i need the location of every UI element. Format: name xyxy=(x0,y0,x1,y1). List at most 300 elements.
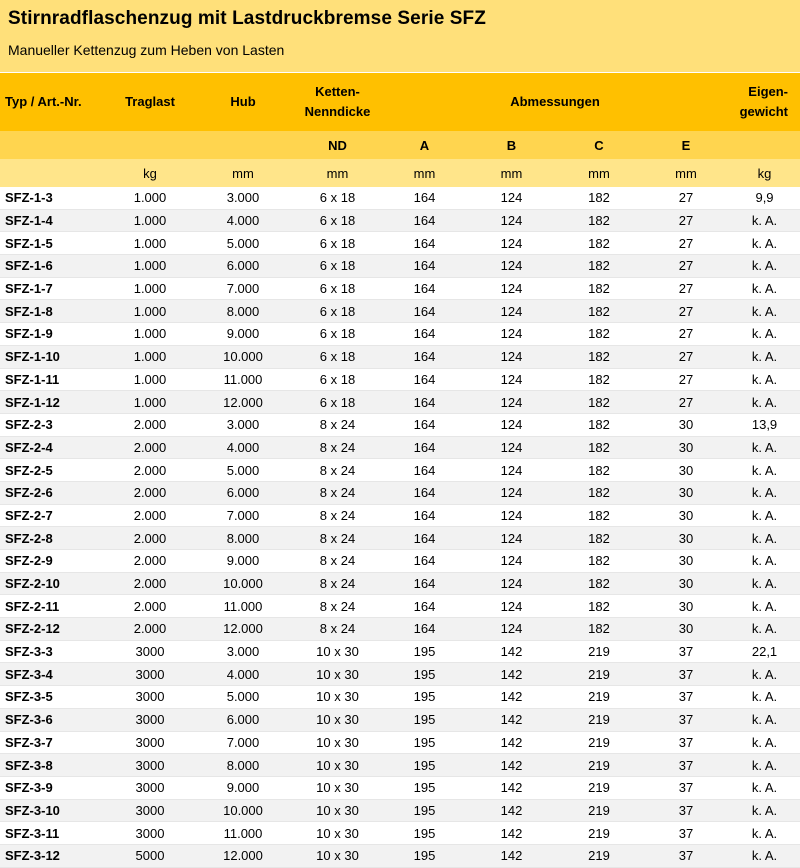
cell-load: 2.000 xyxy=(108,618,192,641)
cell-e: 37 xyxy=(643,822,729,845)
cell-e: 37 xyxy=(643,663,729,686)
cell-load: 1.000 xyxy=(108,187,192,209)
cell-c: 219 xyxy=(555,708,643,731)
cell-b: 142 xyxy=(468,844,555,867)
cell-a: 195 xyxy=(381,663,468,686)
cell-load: 3000 xyxy=(108,663,192,686)
table-row xyxy=(0,686,800,709)
cell-e: 30 xyxy=(643,618,729,641)
cell-c: 182 xyxy=(555,345,643,368)
cell-load: 3000 xyxy=(108,686,192,709)
cell-a: 164 xyxy=(381,481,468,504)
cell-e: 27 xyxy=(643,323,729,346)
cell-e: 27 xyxy=(643,232,729,255)
cell-e: 37 xyxy=(643,754,729,777)
cell-chain: 8 x 24 xyxy=(294,618,381,641)
cell-type: SFZ-3-6 xyxy=(0,708,108,731)
cell-type: SFZ-2-6 xyxy=(0,481,108,504)
cell-type: SFZ-1-8 xyxy=(0,300,108,323)
cell-chain: 10 x 30 xyxy=(294,822,381,845)
table-row xyxy=(0,754,800,777)
cell-chain: 10 x 30 xyxy=(294,663,381,686)
cell-b: 124 xyxy=(468,459,555,482)
cell-lift: 7.000 xyxy=(192,731,294,754)
cell-load: 1.000 xyxy=(108,232,192,255)
cell-type: SFZ-3-5 xyxy=(0,686,108,709)
header-weight xyxy=(729,73,800,131)
table-row xyxy=(0,391,800,414)
table-row xyxy=(0,844,800,867)
cell-a: 164 xyxy=(381,504,468,527)
cell-lift: 9.000 xyxy=(192,550,294,573)
cell-lift: 5.000 xyxy=(192,459,294,482)
cell-weight: 13,9 xyxy=(729,413,800,436)
cell-lift: 12.000 xyxy=(192,391,294,414)
cell-c: 182 xyxy=(555,595,643,618)
cell-b: 124 xyxy=(468,527,555,550)
cell-weight: 22,1 xyxy=(729,640,800,663)
cell-weight: k. A. xyxy=(729,844,800,867)
cell-lift: 4.000 xyxy=(192,209,294,232)
cell-a: 164 xyxy=(381,323,468,346)
cell-type: SFZ-1-9 xyxy=(0,323,108,346)
cell-load: 3000 xyxy=(108,754,192,777)
cell-lift: 3.000 xyxy=(192,413,294,436)
cell-weight: k. A. xyxy=(729,459,800,482)
table-row xyxy=(0,323,800,346)
table-row xyxy=(0,232,800,255)
cell-load: 1.000 xyxy=(108,323,192,346)
table-row xyxy=(0,640,800,663)
cell-e: 37 xyxy=(643,799,729,822)
cell-a: 164 xyxy=(381,618,468,641)
cell-weight: k. A. xyxy=(729,527,800,550)
table-row xyxy=(0,527,800,550)
cell-load: 5000 xyxy=(108,844,192,867)
cell-weight: k. A. xyxy=(729,663,800,686)
subheader-e: E xyxy=(643,131,729,159)
cell-type: SFZ-3-8 xyxy=(0,754,108,777)
cell-a: 164 xyxy=(381,187,468,209)
cell-load: 3000 xyxy=(108,776,192,799)
subheader-empty xyxy=(729,131,800,159)
cell-b: 124 xyxy=(468,187,555,209)
table-row xyxy=(0,481,800,504)
cell-b: 124 xyxy=(468,255,555,278)
cell-chain: 6 x 18 xyxy=(294,187,381,209)
cell-chain: 10 x 30 xyxy=(294,776,381,799)
page-title: Stirnradflaschenzug mit Lastdruckbremse Serie SFZ xyxy=(8,8,486,29)
unit-c: mm xyxy=(555,159,643,187)
cell-weight: k. A. xyxy=(729,255,800,278)
cell-c: 182 xyxy=(555,300,643,323)
cell-type: SFZ-3-7 xyxy=(0,731,108,754)
cell-a: 195 xyxy=(381,776,468,799)
cell-load: 3000 xyxy=(108,822,192,845)
cell-type: SFZ-1-5 xyxy=(0,232,108,255)
cell-a: 195 xyxy=(381,708,468,731)
subheader-nd: ND xyxy=(294,131,381,159)
header-lift: Hub xyxy=(192,73,294,131)
spec-table xyxy=(0,73,800,868)
cell-a: 164 xyxy=(381,459,468,482)
cell-b: 124 xyxy=(468,209,555,232)
cell-lift: 8.000 xyxy=(192,300,294,323)
table-row xyxy=(0,300,800,323)
cell-b: 124 xyxy=(468,595,555,618)
cell-e: 37 xyxy=(643,686,729,709)
cell-c: 182 xyxy=(555,232,643,255)
cell-chain: 10 x 30 xyxy=(294,844,381,867)
cell-a: 195 xyxy=(381,686,468,709)
cell-b: 142 xyxy=(468,754,555,777)
cell-c: 182 xyxy=(555,572,643,595)
cell-chain: 8 x 24 xyxy=(294,504,381,527)
unit-b: mm xyxy=(468,159,555,187)
header-dimensions: Abmessungen xyxy=(381,73,729,131)
subheader-a: A xyxy=(381,131,468,159)
cell-chain: 10 x 30 xyxy=(294,799,381,822)
cell-a: 164 xyxy=(381,255,468,278)
unit-empty xyxy=(0,159,108,187)
cell-lift: 12.000 xyxy=(192,618,294,641)
cell-b: 124 xyxy=(468,436,555,459)
cell-e: 27 xyxy=(643,345,729,368)
cell-a: 164 xyxy=(381,436,468,459)
cell-weight: k. A. xyxy=(729,277,800,300)
cell-type: SFZ-2-10 xyxy=(0,572,108,595)
cell-chain: 10 x 30 xyxy=(294,640,381,663)
cell-chain: 8 x 24 xyxy=(294,481,381,504)
cell-c: 182 xyxy=(555,323,643,346)
table-row xyxy=(0,413,800,436)
header-type: Typ / Art.-Nr. xyxy=(0,73,108,131)
cell-lift: 9.000 xyxy=(192,323,294,346)
cell-c: 182 xyxy=(555,504,643,527)
table-row xyxy=(0,550,800,573)
cell-chain: 10 x 30 xyxy=(294,731,381,754)
cell-chain: 6 x 18 xyxy=(294,323,381,346)
cell-weight: k. A. xyxy=(729,731,800,754)
cell-weight: k. A. xyxy=(729,618,800,641)
cell-chain: 8 x 24 xyxy=(294,550,381,573)
cell-lift: 7.000 xyxy=(192,504,294,527)
cell-e: 30 xyxy=(643,527,729,550)
table-row xyxy=(0,459,800,482)
unit-weight: kg xyxy=(729,159,800,187)
cell-c: 182 xyxy=(555,277,643,300)
header-chain-line1: Ketten- xyxy=(315,84,360,99)
cell-c: 182 xyxy=(555,481,643,504)
cell-b: 142 xyxy=(468,731,555,754)
cell-chain: 6 x 18 xyxy=(294,300,381,323)
cell-type: SFZ-1-6 xyxy=(0,255,108,278)
table-row xyxy=(0,368,800,391)
cell-lift: 4.000 xyxy=(192,436,294,459)
cell-chain: 6 x 18 xyxy=(294,391,381,414)
header-chain xyxy=(294,73,381,131)
cell-lift: 11.000 xyxy=(192,822,294,845)
cell-type: SFZ-1-10 xyxy=(0,345,108,368)
cell-a: 164 xyxy=(381,572,468,595)
cell-a: 195 xyxy=(381,844,468,867)
cell-e: 27 xyxy=(643,209,729,232)
cell-weight: k. A. xyxy=(729,822,800,845)
cell-lift: 7.000 xyxy=(192,277,294,300)
cell-c: 182 xyxy=(555,413,643,436)
cell-chain: 8 x 24 xyxy=(294,572,381,595)
cell-weight: k. A. xyxy=(729,595,800,618)
cell-c: 219 xyxy=(555,686,643,709)
table-row xyxy=(0,504,800,527)
cell-lift: 12.000 xyxy=(192,844,294,867)
cell-c: 182 xyxy=(555,209,643,232)
cell-b: 124 xyxy=(468,618,555,641)
cell-c: 219 xyxy=(555,822,643,845)
cell-e: 37 xyxy=(643,640,729,663)
cell-b: 124 xyxy=(468,345,555,368)
cell-b: 124 xyxy=(468,368,555,391)
cell-e: 27 xyxy=(643,391,729,414)
cell-a: 164 xyxy=(381,550,468,573)
cell-weight: k. A. xyxy=(729,504,800,527)
cell-type: SFZ-3-4 xyxy=(0,663,108,686)
cell-c: 182 xyxy=(555,368,643,391)
cell-a: 164 xyxy=(381,391,468,414)
cell-lift: 6.000 xyxy=(192,255,294,278)
cell-e: 30 xyxy=(643,550,729,573)
cell-type: SFZ-1-3 xyxy=(0,187,108,209)
cell-load: 2.000 xyxy=(108,459,192,482)
unit-load: kg xyxy=(108,159,192,187)
cell-b: 142 xyxy=(468,686,555,709)
cell-chain: 8 x 24 xyxy=(294,527,381,550)
cell-c: 182 xyxy=(555,527,643,550)
cell-a: 195 xyxy=(381,754,468,777)
cell-lift: 5.000 xyxy=(192,232,294,255)
cell-type: SFZ-2-12 xyxy=(0,618,108,641)
cell-c: 219 xyxy=(555,844,643,867)
cell-b: 142 xyxy=(468,663,555,686)
cell-chain: 8 x 24 xyxy=(294,436,381,459)
subheader-empty xyxy=(108,131,192,159)
cell-b: 124 xyxy=(468,481,555,504)
cell-type: SFZ-2-3 xyxy=(0,413,108,436)
cell-lift: 4.000 xyxy=(192,663,294,686)
cell-lift: 6.000 xyxy=(192,481,294,504)
cell-lift: 11.000 xyxy=(192,368,294,391)
cell-e: 30 xyxy=(643,504,729,527)
cell-lift: 3.000 xyxy=(192,640,294,663)
cell-weight: k. A. xyxy=(729,754,800,777)
cell-load: 2.000 xyxy=(108,436,192,459)
cell-weight: k. A. xyxy=(729,368,800,391)
cell-chain: 8 x 24 xyxy=(294,459,381,482)
header-load: Traglast xyxy=(108,73,192,131)
cell-type: SFZ-1-12 xyxy=(0,391,108,414)
table-row xyxy=(0,618,800,641)
cell-e: 30 xyxy=(643,459,729,482)
cell-a: 164 xyxy=(381,368,468,391)
cell-chain: 6 x 18 xyxy=(294,209,381,232)
cell-b: 124 xyxy=(468,572,555,595)
unit-e: mm xyxy=(643,159,729,187)
cell-a: 195 xyxy=(381,799,468,822)
cell-b: 124 xyxy=(468,277,555,300)
cell-type: SFZ-3-12 xyxy=(0,844,108,867)
cell-a: 164 xyxy=(381,232,468,255)
subheader-empty xyxy=(0,131,108,159)
cell-e: 30 xyxy=(643,481,729,504)
cell-e: 30 xyxy=(643,413,729,436)
cell-weight: k. A. xyxy=(729,708,800,731)
cell-load: 1.000 xyxy=(108,209,192,232)
cell-c: 182 xyxy=(555,255,643,278)
cell-load: 1.000 xyxy=(108,345,192,368)
cell-c: 219 xyxy=(555,663,643,686)
table-row xyxy=(0,277,800,300)
cell-c: 182 xyxy=(555,550,643,573)
subheader-empty xyxy=(192,131,294,159)
cell-c: 219 xyxy=(555,640,643,663)
cell-weight: k. A. xyxy=(729,323,800,346)
cell-load: 2.000 xyxy=(108,504,192,527)
table-row xyxy=(0,436,800,459)
cell-load: 1.000 xyxy=(108,255,192,278)
cell-e: 27 xyxy=(643,255,729,278)
cell-chain: 6 x 18 xyxy=(294,255,381,278)
cell-e: 37 xyxy=(643,844,729,867)
cell-type: SFZ-2-8 xyxy=(0,527,108,550)
cell-lift: 10.000 xyxy=(192,345,294,368)
table-row xyxy=(0,345,800,368)
cell-load: 2.000 xyxy=(108,413,192,436)
cell-type: SFZ-1-11 xyxy=(0,368,108,391)
table-row xyxy=(0,187,800,209)
cell-b: 124 xyxy=(468,550,555,573)
cell-type: SFZ-2-4 xyxy=(0,436,108,459)
cell-e: 37 xyxy=(643,708,729,731)
cell-e: 27 xyxy=(643,300,729,323)
table-row xyxy=(0,209,800,232)
cell-lift: 10.000 xyxy=(192,799,294,822)
cell-load: 2.000 xyxy=(108,595,192,618)
cell-lift: 9.000 xyxy=(192,776,294,799)
cell-c: 219 xyxy=(555,754,643,777)
cell-type: SFZ-3-9 xyxy=(0,776,108,799)
cell-a: 164 xyxy=(381,209,468,232)
cell-c: 182 xyxy=(555,459,643,482)
cell-b: 142 xyxy=(468,776,555,799)
table-body xyxy=(0,187,800,867)
cell-c: 182 xyxy=(555,436,643,459)
table-row xyxy=(0,255,800,278)
cell-lift: 11.000 xyxy=(192,595,294,618)
cell-load: 1.000 xyxy=(108,300,192,323)
header-row xyxy=(0,73,800,131)
cell-lift: 6.000 xyxy=(192,708,294,731)
cell-b: 142 xyxy=(468,822,555,845)
cell-weight: k. A. xyxy=(729,799,800,822)
cell-e: 27 xyxy=(643,187,729,209)
cell-load: 2.000 xyxy=(108,481,192,504)
cell-a: 164 xyxy=(381,413,468,436)
cell-weight: k. A. xyxy=(729,391,800,414)
cell-b: 142 xyxy=(468,708,555,731)
cell-b: 142 xyxy=(468,799,555,822)
cell-load: 2.000 xyxy=(108,572,192,595)
cell-chain: 8 x 24 xyxy=(294,595,381,618)
cell-load: 1.000 xyxy=(108,277,192,300)
table-row xyxy=(0,572,800,595)
title-block xyxy=(0,0,800,73)
cell-chain: 6 x 18 xyxy=(294,368,381,391)
cell-chain: 8 x 24 xyxy=(294,413,381,436)
cell-type: SFZ-2-5 xyxy=(0,459,108,482)
cell-chain: 10 x 30 xyxy=(294,708,381,731)
cell-chain: 6 x 18 xyxy=(294,345,381,368)
cell-b: 124 xyxy=(468,300,555,323)
table-row xyxy=(0,799,800,822)
cell-b: 124 xyxy=(468,391,555,414)
cell-e: 30 xyxy=(643,572,729,595)
page-subtitle: Manueller Kettenzug zum Heben von Lasten xyxy=(8,42,285,58)
table-row xyxy=(0,731,800,754)
cell-e: 30 xyxy=(643,436,729,459)
cell-a: 195 xyxy=(381,640,468,663)
cell-c: 219 xyxy=(555,799,643,822)
cell-type: SFZ-2-9 xyxy=(0,550,108,573)
cell-a: 164 xyxy=(381,300,468,323)
cell-b: 124 xyxy=(468,413,555,436)
subheader-b: B xyxy=(468,131,555,159)
cell-chain: 10 x 30 xyxy=(294,754,381,777)
cell-type: SFZ-1-4 xyxy=(0,209,108,232)
cell-load: 2.000 xyxy=(108,550,192,573)
cell-a: 164 xyxy=(381,595,468,618)
unit-chain: mm xyxy=(294,159,381,187)
cell-b: 124 xyxy=(468,323,555,346)
cell-weight: k. A. xyxy=(729,345,800,368)
cell-e: 27 xyxy=(643,368,729,391)
cell-lift: 10.000 xyxy=(192,572,294,595)
cell-e: 37 xyxy=(643,776,729,799)
subheader-c: C xyxy=(555,131,643,159)
cell-a: 164 xyxy=(381,277,468,300)
cell-c: 182 xyxy=(555,187,643,209)
cell-a: 195 xyxy=(381,731,468,754)
cell-load: 3000 xyxy=(108,708,192,731)
cell-type: SFZ-2-7 xyxy=(0,504,108,527)
cell-e: 27 xyxy=(643,277,729,300)
cell-load: 3000 xyxy=(108,799,192,822)
table-row xyxy=(0,822,800,845)
cell-e: 30 xyxy=(643,595,729,618)
cell-weight: k. A. xyxy=(729,481,800,504)
table-row xyxy=(0,595,800,618)
unit-lift: mm xyxy=(192,159,294,187)
cell-type: SFZ-1-7 xyxy=(0,277,108,300)
cell-a: 164 xyxy=(381,345,468,368)
cell-b: 124 xyxy=(468,504,555,527)
cell-lift: 5.000 xyxy=(192,686,294,709)
cell-e: 37 xyxy=(643,731,729,754)
cell-lift: 8.000 xyxy=(192,754,294,777)
cell-weight: k. A. xyxy=(729,776,800,799)
table-row xyxy=(0,708,800,731)
cell-load: 3000 xyxy=(108,640,192,663)
cell-chain: 10 x 30 xyxy=(294,686,381,709)
